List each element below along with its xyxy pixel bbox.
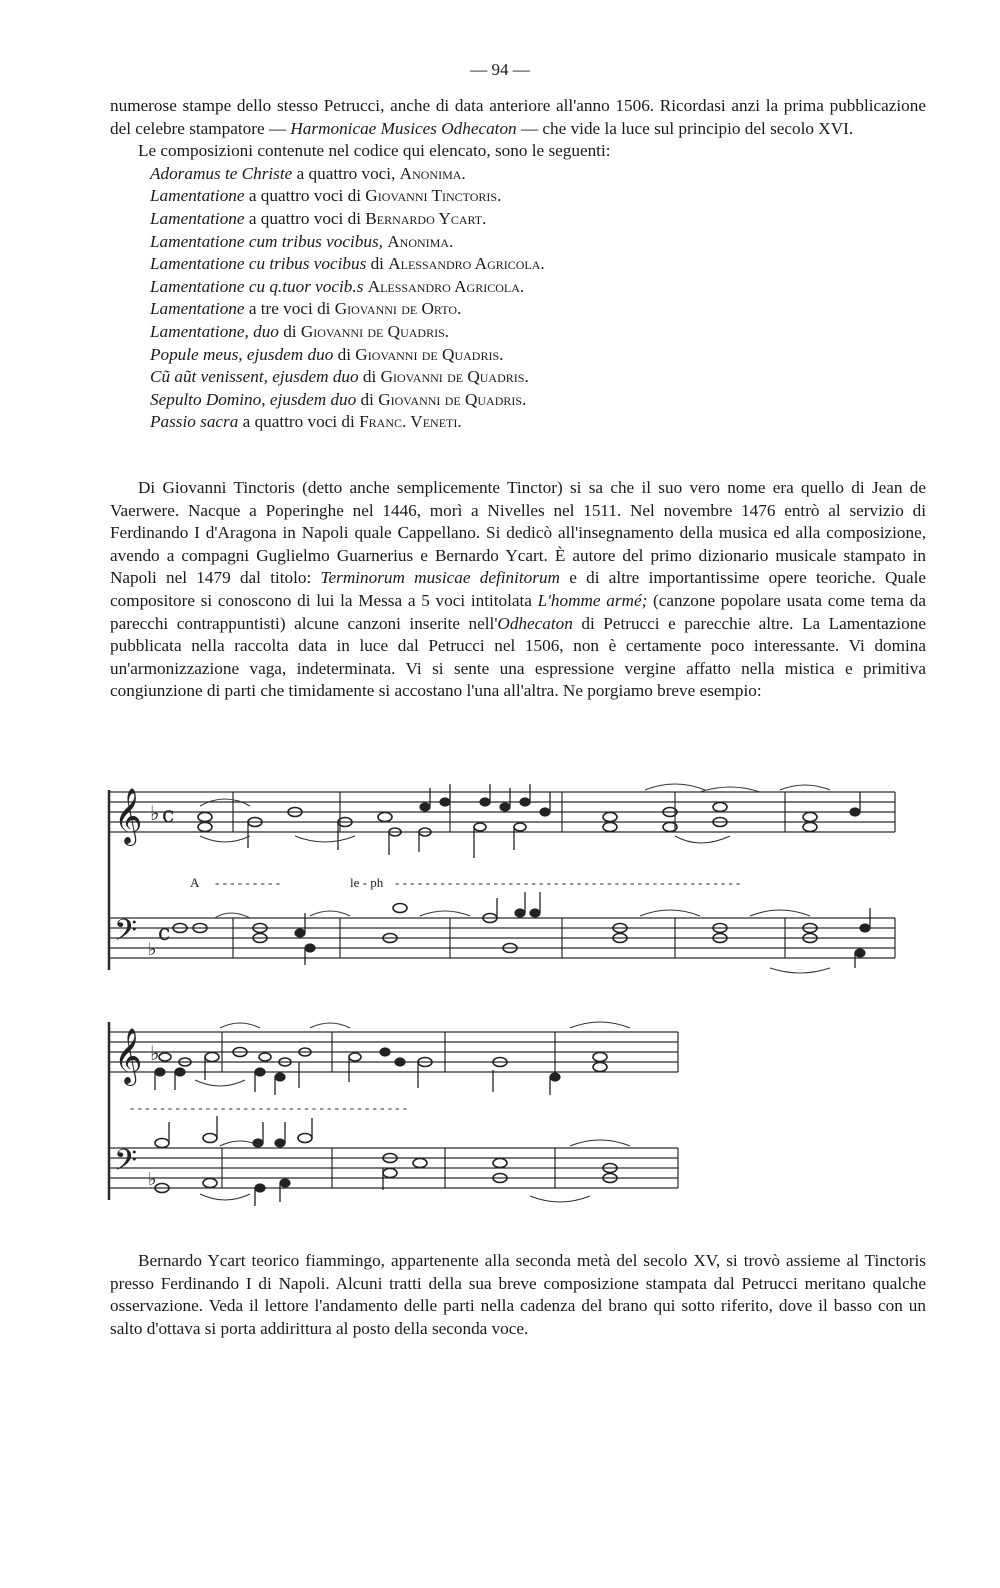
bass-staff [110,918,895,958]
composition-title: Sepulto Domino, ejusdem duo [150,389,357,409]
composition-voices: di [278,321,301,341]
lyric-dashes-3: - - - - - - - - - - - - - - - - - - - - - - - - - - - - - - - - - - - - - [130,1100,408,1115]
tinctoris-text-a: Di Giovanni Tinctoris (detto anche semplicemente Tinctor) si sa che il suo vero nome era quello di Jean de Vaerwere. Nacque a Poperinghe nel 1446, morì a Nivelles nel 1511. Nel novembre 1476 entrò al servizio di Ferdinando I d'Aragona in Napoli quale Cappellano. Si dedicò all'insegnamento della musica ed alla composizione, avendo a compagni Guglielmo Guarnerius e Bernardo Ycart. È autore del primo dizionario musicale stampato in Napoli nel 1479 dal titolo: [110,478,926,588]
intro-block [110,95,926,434]
bass-notes-2 [155,1116,617,1206]
composition-title: Popule meus, ejusdem duo [150,344,334,364]
treble-staff [110,792,895,832]
composition-author: Alessandro Agricola. [388,254,545,274]
bass-slurs [215,910,830,973]
composition-title: Lamentatione, duo [150,321,279,341]
flat-icon: ♭ [150,801,160,825]
odhecaton-ref: Odhecaton [497,613,573,633]
ycart-text: Bernardo Ycart teorico fiammingo, appartenente alla seconda metà del secolo XV, si trovò assieme al Tinctoris presso Ferdinando I di Napoli. Alcuni tratti della sua breve composizione stampata dal Petrucci meritano qualche osservazione. Veda il lettore l'andamento delle parti nella cadenza del brano qui sotto riferito, dove il basso con un salto d'ottava si porta addirittura al posto della seconda voce. [110,1251,926,1338]
odhecaton-title: Harmonicae Musices Odhecaton [290,118,517,138]
composition-item [150,321,926,344]
bass-clef-icon-2: 𝄢 [114,1144,138,1185]
lyric-dashes-1: - - - - - - - - - [215,875,280,890]
composition-author: Giovanni de Quadris. [378,389,527,409]
composition-voices: a quattro voci di [244,186,366,206]
bass-slurs-2 [200,1140,630,1202]
composition-item [150,298,926,321]
composition-title: Lamentatione [150,299,245,319]
intro-text-a: numerose stampe dello stesso Petrucci, anche di data anteriore all'anno 1506. Ricordasi anzi la prima pubblicazione del celebre stampatore — [110,96,926,138]
composition-voices: di [366,254,389,274]
tinctoris-text-d: di Petrucci e parecchie altre. La Lamentazione pubblicata nella raccolta data in luce dal Petrucci nel 1506, non è certamente poco interessante. Vi domina un'armonizzazione vaga, indeterminata. Vi si sente una espressione vergine affatto nella mistica e primitiva congiunzione di parti che timidamente si accostano l'una all'altra. Ne porgiamo breve esempio: [110,613,926,701]
lyric-dashes-2: - - - - - - - - - - - - - - - - - - - - - - - - - - - - - - - - - - - - - - - - - - - - - - [395,875,741,890]
composition-author: Giovanni de Quadris. [355,344,504,364]
composition-title: Lamentatione [150,186,245,206]
treble-clef-icon: 𝄞 [114,788,143,844]
common-time-icon: c [162,803,175,828]
composition-item [150,276,926,299]
lyric-leph: le - ph [350,875,384,890]
composition-voices: di [333,344,356,364]
composition-author: Giovanni de Quadris. [380,367,529,387]
composition-item [150,208,926,231]
composition-title: Lamentatione [150,208,245,228]
composition-item [150,366,926,389]
list-lead: Le composizioni contenute nel codice qui elencato, sono le seguenti: [138,141,611,161]
composition-item [150,253,926,276]
composition-author: Anonima. [399,163,466,183]
tinctoris-paragraph [110,477,926,703]
composition-voices: di [356,389,379,409]
bass-notes [173,892,870,968]
treble-notes [198,784,860,858]
bass-flat-icon: ♭ [148,939,157,960]
composition-voices: a quattro voci, [292,163,400,183]
treble-notes-2 [155,1048,607,1096]
lyric-a: A [190,875,200,890]
composition-title: Cũ aũt venissent, ejusdem duo [150,367,359,387]
treble-slurs [200,784,830,843]
intro-paragraph [110,95,926,140]
intro-text-b: — che vide la luce sul principio del secolo XVI. [516,118,854,138]
bass-clef-icon: 𝄢 [114,914,138,955]
composition-title: Lamentatione cum tribus vocibus, [150,231,383,251]
terminorum-title: Terminorum musicae definitorum [320,568,560,588]
composition-title: Lamentatione cu tribus vocibus [150,254,367,274]
composition-author: Giovanni de Quadris. [300,321,450,341]
composition-author: Alessandro Agricola. [367,276,525,296]
composition-voices: a quattro voci di [238,412,360,432]
composition-item [150,344,926,367]
bass-flat-icon-2: ♭ [148,1169,157,1190]
composition-list [110,163,926,434]
composition-item [150,411,926,434]
composition-item [150,389,926,412]
composition-author: Anonima. [387,231,454,251]
bass-common-time-icon: c [158,921,171,946]
composition-title: Lamentatione cu q.tuor vocib.s [150,276,364,296]
homme-arme-title: L'homme armé; [537,590,648,610]
composition-item [150,163,926,186]
composition-title: Passio sacra [150,412,239,432]
composition-item [150,185,926,208]
composition-voices: di [358,367,381,387]
composition-item [150,231,926,254]
music-example-system-1 [100,770,900,990]
composition-author: Giovanni de Orto. [334,299,462,319]
composition-voices: a tre voci di [244,299,335,319]
page-number: — 94 — [470,60,530,79]
composition-author: Giovanni Tinctoris. [365,186,502,206]
music-example-system-2 [100,1010,700,1210]
composition-author: Franc. Veneti. [359,412,462,432]
treble-clef-icon-2: 𝄞 [114,1028,143,1084]
ycart-paragraph [110,1250,926,1340]
composition-voices: a quattro voci di [244,208,366,228]
composition-title: Adoramus te Christe [150,163,293,183]
tinctoris-text-b: e di altre importantissime opere teoriche. Quale compositore si conoscono di lui la Messa a 5 voci intitolata [110,568,926,610]
tinctoris-text-c: (canzone popolare usata come tema da parecchi contrappuntisti) alcune canzoni inserite nell' [110,590,926,633]
flat-icon-2: ♭ [150,1041,160,1065]
composition-author: Bernardo Ycart. [365,208,487,228]
